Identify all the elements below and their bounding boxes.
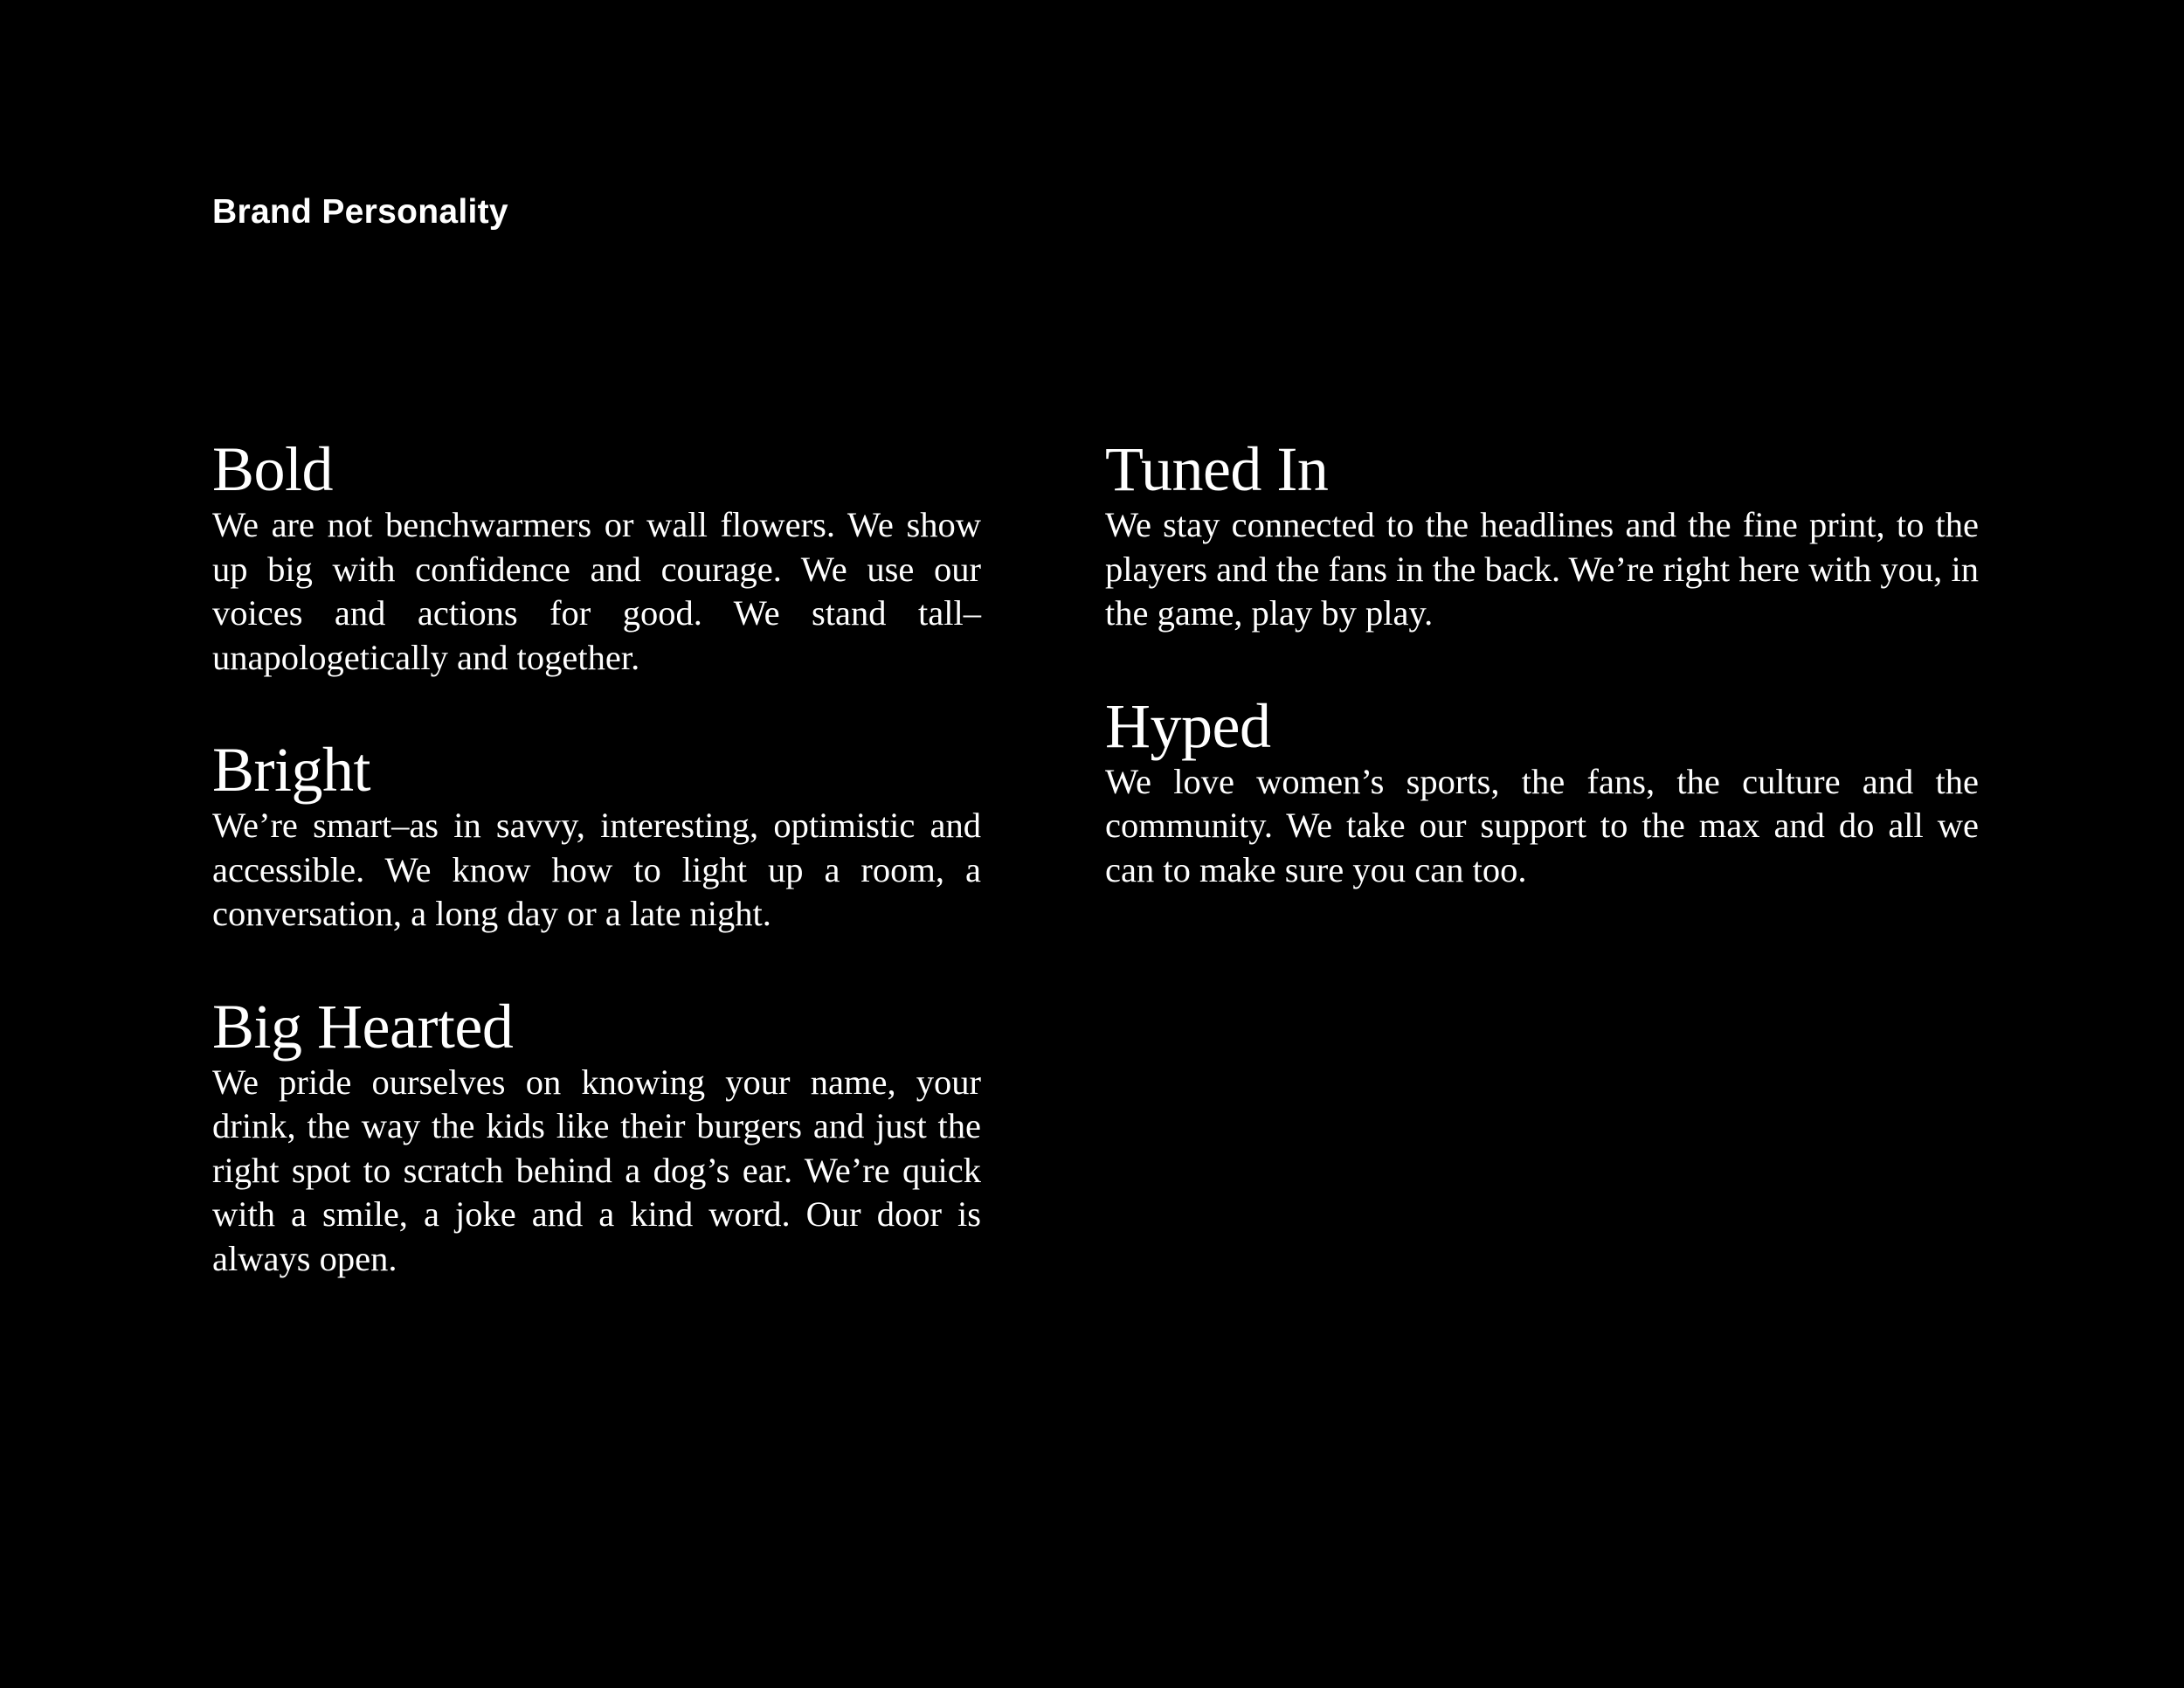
trait-bright [212, 736, 981, 937]
trait-big-hearted [212, 993, 981, 1282]
trait-tuned-in [1105, 435, 1979, 636]
trait-hyped [1105, 692, 1979, 893]
trait-description: We pride ourselves on knowing your name, your drink, the way the kids like their burgers and just the right spot to scratch behind a dog’s ear. We’re quick with a smile, a joke and a kind word. Our door is always open. [212, 1062, 981, 1278]
trait-description: We’re smart–as in savvy, interesting, optimistic and accessible. We know how to light up a room, a conversation, a long day or a late night. [212, 806, 981, 933]
page-title: Brand Personality [212, 193, 508, 231]
trait-heading: Hyped [1105, 690, 1271, 761]
traits-column-left [212, 435, 981, 1337]
traits-column-right [1105, 435, 1979, 948]
trait-heading: Bright [212, 735, 371, 805]
trait-description: We stay connected to the headlines and the fine print, to the players and the fans in the back. We’re right here with you, in the game, play by play. [1105, 505, 1979, 633]
trait-heading: Bold [212, 434, 334, 504]
trait-heading: Big Hearted [212, 991, 514, 1062]
trait-description: We love women’s sports, the fans, the culture and the community. We take our support to the max and do all we can to make sure you can too. [1105, 761, 1979, 889]
trait-description: We are not benchwarmers or wall flowers. We show up big with confidence and courage. We use our voices and actions for good. We stand tall–unapologetically and together. [212, 505, 981, 677]
trait-bold [212, 435, 981, 680]
trait-heading: Tuned In [1105, 434, 1329, 504]
